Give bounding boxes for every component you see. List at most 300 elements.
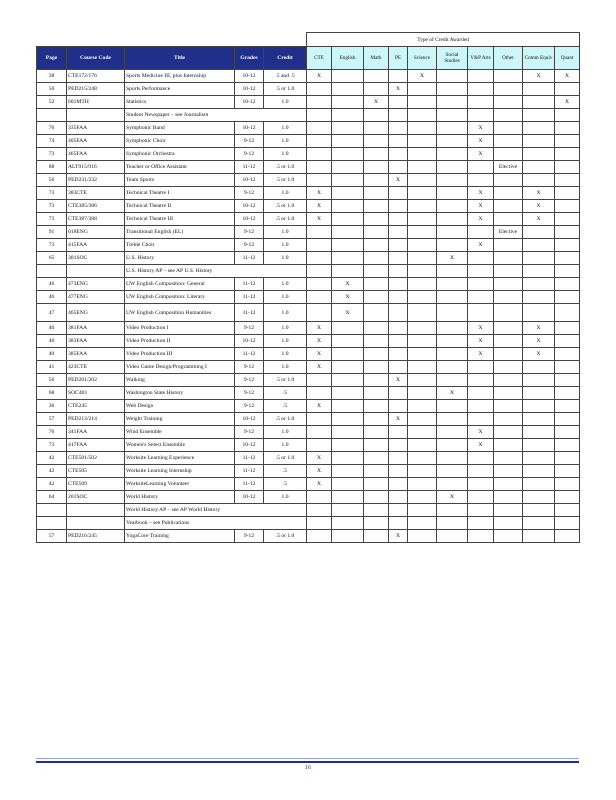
column-header: Science [408, 47, 437, 70]
credit-mark-cell [389, 252, 408, 265]
credit-mark-cell [437, 70, 468, 83]
credit-mark-cell [389, 517, 408, 530]
credit-mark-cell [364, 187, 389, 200]
credit-mark-cell [468, 400, 494, 413]
page-cell: 76 [37, 426, 67, 439]
see-also-note: U.S. History AP – see AP U.S. History [125, 265, 307, 278]
table-row [37, 465, 580, 478]
credit-mark-cell [389, 439, 408, 452]
column-header: CTE [307, 47, 332, 70]
page-cell [37, 109, 67, 122]
course-code-cell: CTE385/386 [67, 200, 125, 213]
credit-mark-cell [437, 278, 468, 291]
credit-mark-cell [408, 387, 437, 400]
credit-mark-cell [523, 122, 555, 135]
column-header: Grades [235, 47, 264, 70]
course-code-cell: CTE509 [67, 478, 125, 491]
see-also-note: World History AP – see AP World History [125, 504, 307, 517]
course-title-cell: Symphonic Choir [125, 135, 235, 148]
credit-mark-cell [408, 413, 437, 426]
credit-mark-cell [494, 530, 523, 543]
course-code-cell: 473ENG [67, 278, 125, 291]
course-title-cell: Walking [125, 374, 235, 387]
credit-mark-cell: X [307, 322, 332, 335]
table-row [37, 226, 580, 239]
credit-mark-cell [408, 278, 437, 291]
credit-mark-cell [408, 135, 437, 148]
credit-cell: 1.0 [264, 491, 307, 504]
see-also-note: Yearbook – see Publications [125, 517, 307, 530]
course-code-cell: CTE501/502 [67, 452, 125, 465]
column-header: Other [494, 47, 523, 70]
grades-cell: 10-12 [235, 83, 264, 96]
credit-mark-cell [408, 361, 437, 374]
grades-cell: 9-12 [235, 322, 264, 335]
page-cell: 56 [37, 83, 67, 96]
credit-mark-cell [523, 452, 555, 465]
course-title-cell: Video Game Design/Programming I [125, 361, 235, 374]
course-code-cell: CTE172/176 [67, 70, 125, 83]
course-title-cell: Technical Theatre II [125, 200, 235, 213]
credit-mark-cell [332, 252, 364, 265]
grades-cell: 10-12 [235, 335, 264, 348]
credit-mark-cell [408, 478, 437, 491]
page-cell: 68 [37, 387, 67, 400]
page-cell: 40 [37, 322, 67, 335]
course-title-cell: Video Production III [125, 348, 235, 361]
credit-mark-cell [364, 122, 389, 135]
credit-mark-cell [332, 348, 364, 361]
table-body [37, 70, 580, 543]
credit-mark-cell [364, 161, 389, 174]
credit-cell: .5 or 1.0 [264, 374, 307, 387]
table-row [37, 322, 580, 335]
credit-mark-cell [468, 452, 494, 465]
page-cell: 42 [37, 452, 67, 465]
credit-mark-cell [523, 504, 555, 517]
credit-mark-cell [523, 426, 555, 439]
credit-mark-cell [437, 361, 468, 374]
page-cell: 38 [37, 70, 67, 83]
credit-mark-cell [389, 213, 408, 226]
column-header: Course Code [67, 47, 125, 70]
credit-mark-cell: X [468, 148, 494, 161]
credit-mark-cell [523, 478, 555, 491]
course-title-cell: YogaCore Training [125, 530, 235, 543]
course-code-cell: 385FAA [67, 348, 125, 361]
credit-mark-cell [332, 161, 364, 174]
credit-mark-cell: X [307, 348, 332, 361]
course-title-cell: Statistics [125, 96, 235, 109]
credit-cell: 1.0 [264, 439, 307, 452]
credit-mark-cell: X [307, 452, 332, 465]
credit-mark-cell [494, 252, 523, 265]
credit-mark-cell [408, 322, 437, 335]
table-row [37, 187, 580, 200]
credit-mark-cell [332, 387, 364, 400]
credit-mark-cell [307, 174, 332, 187]
credit-mark-cell [364, 109, 389, 122]
credit-mark-cell: X [307, 70, 332, 83]
see-also-row [37, 265, 580, 278]
credit-mark-cell [332, 239, 364, 252]
credit-mark-cell [307, 291, 332, 304]
grades-cell: 9-12 [235, 387, 264, 400]
course-code-cell: 335FAA [67, 122, 125, 135]
credit-mark-cell [494, 122, 523, 135]
credit-mark-cell: X [307, 213, 332, 226]
credit-mark-cell [494, 148, 523, 161]
credit-mark-cell [389, 109, 408, 122]
credit-mark-cell [408, 213, 437, 226]
credit-mark-cell [408, 439, 437, 452]
credit-mark-cell: X [468, 335, 494, 348]
credit-mark-cell [494, 491, 523, 504]
course-code-cell: 477ENG [67, 291, 125, 304]
grades-cell: 9-12 [235, 135, 264, 148]
table-row [37, 530, 580, 543]
type-of-credit-heading: Type of Credit Awarded [307, 33, 580, 47]
table-row [37, 252, 580, 265]
credit-mark-cell [468, 361, 494, 374]
course-title-cell: Washington State History [125, 387, 235, 400]
column-header: English [332, 47, 364, 70]
credit-mark-cell [389, 200, 408, 213]
credit-mark-cell [408, 174, 437, 187]
course-title-cell: UW English Composition: Literary [125, 291, 235, 304]
credit-mark-cell [468, 226, 494, 239]
credit-mark-cell [389, 504, 408, 517]
credit-mark-cell [555, 439, 580, 452]
credit-mark-cell [523, 374, 555, 387]
table-row [37, 374, 580, 387]
credit-mark-cell [332, 335, 364, 348]
credit-mark-cell [408, 426, 437, 439]
page-cell: 36 [37, 400, 67, 413]
course-code-cell: 201SOC [67, 491, 125, 504]
credit-mark-cell [555, 200, 580, 213]
credit-mark-cell [364, 278, 389, 291]
grades-cell: 9-12 [235, 400, 264, 413]
credit-mark-cell [494, 96, 523, 109]
page-cell: 40 [37, 335, 67, 348]
credit-mark-cell [468, 109, 494, 122]
credit-mark-cell: X [468, 200, 494, 213]
credit-mark-cell [555, 361, 580, 374]
credit-mark-cell [389, 226, 408, 239]
column-header: PE [389, 47, 408, 70]
table-row [37, 348, 580, 361]
grades-cell: 11-12 [235, 465, 264, 478]
credit-mark-cell [437, 348, 468, 361]
grades-cell: 9-12 [235, 530, 264, 543]
grades-cell: 11-12 [235, 252, 264, 265]
credit-mark-cell [494, 174, 523, 187]
credit-mark-cell [468, 70, 494, 83]
table-row [37, 148, 580, 161]
credit-mark-cell [332, 187, 364, 200]
credit-mark-cell [494, 291, 523, 304]
credit-cell: 1.0 [264, 291, 307, 304]
credit-mark-cell [307, 239, 332, 252]
credit-mark-cell [555, 517, 580, 530]
credit-mark-cell [494, 322, 523, 335]
credit-mark-cell [364, 400, 389, 413]
credit-mark-cell [555, 465, 580, 478]
credit-mark-cell [332, 135, 364, 148]
credit-mark-cell [408, 400, 437, 413]
credit-mark-cell [332, 213, 364, 226]
course-title-cell: Weight Training [125, 413, 235, 426]
course-title-cell: Women's Select Ensemble [125, 439, 235, 452]
credit-mark-cell [468, 491, 494, 504]
credit-mark-cell [555, 413, 580, 426]
page-cell: 88 [37, 161, 67, 174]
credit-cell: .5 or 1.0 [264, 213, 307, 226]
credit-mark-cell [437, 478, 468, 491]
credit-mark-cell: X [555, 70, 580, 83]
credit-mark-cell [332, 70, 364, 83]
credit-mark-cell: Elective [494, 161, 523, 174]
page-cell [37, 265, 67, 278]
course-code-cell: CTE505 [67, 465, 125, 478]
credit-mark-cell [307, 109, 332, 122]
page-cell: 76 [37, 122, 67, 135]
credit-mark-cell [389, 387, 408, 400]
credit-mark-cell [437, 504, 468, 517]
credit-mark-cell: X [523, 335, 555, 348]
credit-mark-cell [364, 252, 389, 265]
credit-mark-cell [437, 187, 468, 200]
credit-mark-cell [494, 426, 523, 439]
credit-mark-cell [555, 374, 580, 387]
credit-mark-cell [437, 400, 468, 413]
credit-mark-cell [523, 413, 555, 426]
credit-mark-cell [332, 226, 364, 239]
credit-mark-cell [555, 335, 580, 348]
credit-mark-cell: X [389, 174, 408, 187]
credit-mark-cell [468, 387, 494, 400]
grades-cell: 10-12 [235, 213, 264, 226]
credit-mark-cell [494, 213, 523, 226]
credit-mark-cell: Elective [494, 226, 523, 239]
course-title-cell: Web Design [125, 400, 235, 413]
credit-mark-cell [389, 452, 408, 465]
credit-mark-cell [364, 335, 389, 348]
credit-mark-cell [555, 213, 580, 226]
page-cell: 41 [37, 361, 67, 374]
course-title-cell: Wind Ensemble [125, 426, 235, 439]
credit-mark-cell [437, 174, 468, 187]
credit-cell: 1.0 [264, 239, 307, 252]
credit-mark-cell [468, 504, 494, 517]
credit-mark-cell [408, 304, 437, 322]
column-header: Credit [264, 47, 307, 70]
credit-mark-cell [437, 291, 468, 304]
credit-cell: .5 or 1.0 [264, 161, 307, 174]
course-code-cell: ALT915/916 [67, 161, 125, 174]
table-row [37, 83, 580, 96]
credit-mark-cell: X [468, 239, 494, 252]
credit-mark-cell [523, 278, 555, 291]
course-title-cell: Symphonic Band [125, 122, 235, 135]
course-title-cell: WorksiteLearning Volunteer [125, 478, 235, 491]
course-code-cell: SOC401 [67, 387, 125, 400]
course-code-cell: CTE245 [67, 400, 125, 413]
column-header: Title [125, 47, 235, 70]
page-cell: 46 [37, 278, 67, 291]
course-code-cell: 423CTE [67, 361, 125, 374]
credit-mark-cell [332, 413, 364, 426]
credit-mark-cell: X [523, 213, 555, 226]
page-cell [37, 504, 67, 517]
credit-mark-cell [437, 135, 468, 148]
credit-mark-cell [307, 278, 332, 291]
credit-mark-cell [389, 335, 408, 348]
course-code-cell: 601MTH [67, 96, 125, 109]
credit-mark-cell: X [468, 348, 494, 361]
credit-mark-cell: X [307, 361, 332, 374]
credit-mark-cell [408, 504, 437, 517]
credit-mark-cell [468, 465, 494, 478]
credit-mark-cell [555, 291, 580, 304]
credit-mark-cell [332, 265, 364, 278]
credit-mark-cell [389, 265, 408, 278]
credit-cell: .5 [264, 478, 307, 491]
table-row [37, 200, 580, 213]
page-cell: 73 [37, 213, 67, 226]
credit-mark-cell: X [307, 478, 332, 491]
credit-mark-cell [332, 96, 364, 109]
credit-mark-cell [332, 400, 364, 413]
credit-cell: .5 or 1.0 [264, 413, 307, 426]
credit-mark-cell [494, 413, 523, 426]
page-cell: 40 [37, 348, 67, 361]
code-cell [67, 265, 125, 278]
page-cell: 47 [37, 304, 67, 322]
credit-mark-cell [364, 291, 389, 304]
course-code-cell: 341FAA [67, 426, 125, 439]
table-row [37, 304, 580, 322]
credit-mark-cell [523, 491, 555, 504]
credit-mark-cell [364, 348, 389, 361]
credit-mark-cell [332, 109, 364, 122]
credit-mark-cell [307, 265, 332, 278]
credit-mark-cell [555, 239, 580, 252]
credit-mark-cell [307, 374, 332, 387]
credit-mark-cell [494, 478, 523, 491]
page-cell: 52 [37, 96, 67, 109]
grades-cell: 9-12 [235, 187, 264, 200]
course-title-cell: Worksite Learning Experience [125, 452, 235, 465]
course-title-cell: Symphonic Orchestra [125, 148, 235, 161]
column-header-row [37, 47, 580, 70]
credit-mark-cell: X [468, 135, 494, 148]
credit-mark-cell [437, 161, 468, 174]
credit-mark-cell: X [468, 426, 494, 439]
credit-mark-cell [307, 83, 332, 96]
credit-mark-cell: X [468, 187, 494, 200]
grades-cell: 9-12 [235, 148, 264, 161]
credit-mark-cell: X [389, 530, 408, 543]
credit-mark-cell: X [307, 187, 332, 200]
credit-mark-cell [555, 304, 580, 322]
credit-mark-cell [389, 135, 408, 148]
table-row [37, 478, 580, 491]
credit-mark-cell [364, 491, 389, 504]
grades-cell: 10-12 [235, 174, 264, 187]
credit-mark-cell [523, 400, 555, 413]
credit-mark-cell [555, 252, 580, 265]
credit-mark-cell [332, 504, 364, 517]
credit-mark-cell [437, 200, 468, 213]
credit-mark-cell [494, 200, 523, 213]
credit-mark-cell [555, 109, 580, 122]
credit-mark-cell [555, 452, 580, 465]
credit-mark-cell [332, 174, 364, 187]
grades-cell: 11-12 [235, 348, 264, 361]
course-code-cell: 018ENG [67, 226, 125, 239]
credit-mark-cell [307, 504, 332, 517]
course-title-cell: Team Sports [125, 174, 235, 187]
credit-mark-cell [364, 465, 389, 478]
credit-mark-cell [437, 122, 468, 135]
credit-mark-cell [555, 265, 580, 278]
credit-mark-cell [494, 187, 523, 200]
course-credit-sheet [36, 32, 579, 543]
credit-mark-cell [408, 517, 437, 530]
credit-mark-cell [468, 174, 494, 187]
table-row [37, 70, 580, 83]
course-title-cell: Video Production I [125, 322, 235, 335]
credit-mark-cell: X [307, 335, 332, 348]
credit-mark-cell [307, 517, 332, 530]
credit-mark-cell [494, 517, 523, 530]
credit-cell: .5 or 1.0 [264, 83, 307, 96]
credit-mark-cell [389, 426, 408, 439]
credit-mark-cell [332, 452, 364, 465]
credit-mark-cell: X [307, 465, 332, 478]
credit-mark-cell [523, 304, 555, 322]
page-cell: 56 [37, 174, 67, 187]
credit-mark-cell [408, 239, 437, 252]
grades-cell: 11-12 [235, 278, 264, 291]
credit-mark-cell [494, 361, 523, 374]
credit-mark-cell [468, 265, 494, 278]
table-row [37, 291, 580, 304]
credit-mark-cell [555, 83, 580, 96]
credit-mark-cell [364, 174, 389, 187]
credit-mark-cell [494, 239, 523, 252]
credit-mark-cell [555, 478, 580, 491]
course-code-cell: 465ENG [67, 304, 125, 322]
credit-mark-cell [389, 322, 408, 335]
grades-cell: 11-12 [235, 161, 264, 174]
course-code-cell: CTE387/388 [67, 213, 125, 226]
course-code-cell: 383FAA [67, 335, 125, 348]
course-code-cell: PED213/214 [67, 413, 125, 426]
table-row [37, 213, 580, 226]
page-cell: 57 [37, 530, 67, 543]
table-row [37, 122, 580, 135]
credit-mark-cell [437, 148, 468, 161]
footer-rule-thin [36, 758, 579, 759]
credit-cell: .5 or 1.0 [264, 530, 307, 543]
credit-mark-cell [437, 439, 468, 452]
credit-mark-cell [332, 478, 364, 491]
table-row [37, 439, 580, 452]
footer-rule-thick [36, 761, 579, 763]
